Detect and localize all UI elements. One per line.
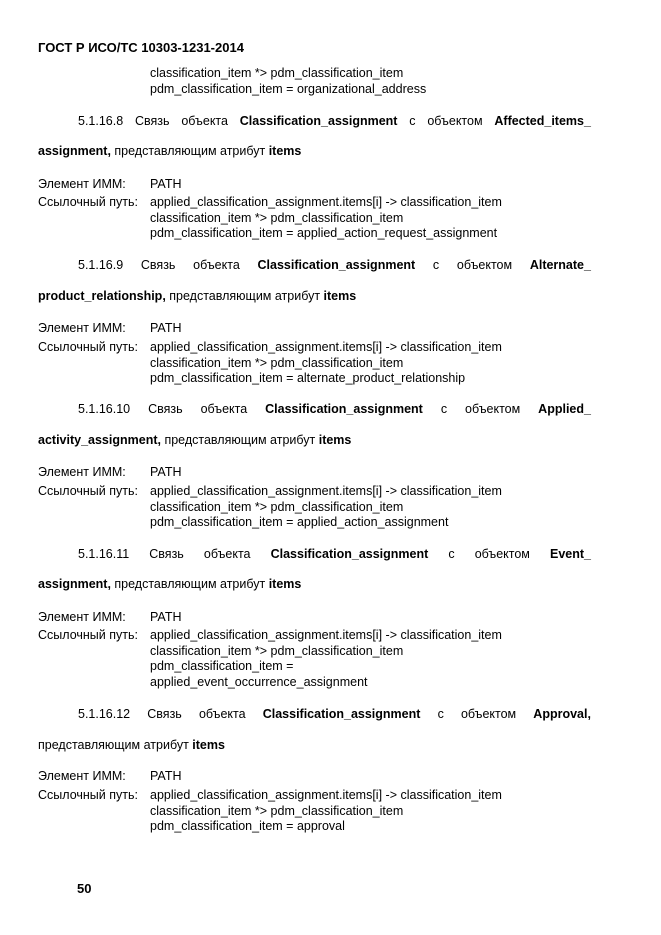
reference-path-label: Ссылочный путь: <box>38 628 138 642</box>
path-line: pdm_classification_item = approval <box>150 819 345 833</box>
path-line: applied_classification_assignment.items[i] -> classification_item <box>150 195 502 209</box>
target-entity: Event_ <box>549 547 591 561</box>
attribute-name: items <box>318 433 352 447</box>
path-line: classification_item *> pdm_classification_item <box>150 66 404 80</box>
element-label: Элемент ИММ: <box>38 321 126 335</box>
section-heading: 5.1.16.10 Связь объекта Classification_assignment с объектом Applied_ <box>78 402 591 416</box>
section-number: 5.1.16.10 <box>78 402 131 416</box>
section-heading-continuation: product_relationship, представляющим атрибут items <box>38 289 357 303</box>
path-line: classification_item *> pdm_classification_item <box>150 803 404 818</box>
page-number: 50 <box>77 881 92 896</box>
source-entity: Classification_assignment <box>265 402 423 416</box>
path-line: pdm_classification_item = applied_action_request_assignment <box>150 226 498 240</box>
target-entity: Applied_ <box>538 402 591 416</box>
reference-path-label: Ссылочный путь: <box>38 340 138 354</box>
source-entity: Classification_assignment <box>239 114 398 128</box>
attribute-name: items <box>268 144 302 158</box>
path-line: pdm_classification_item = alternate_product_relationship <box>150 371 466 385</box>
path-line: pdm_classification_item = <box>150 659 294 673</box>
path-line: pdm_classification_item = organizational_address <box>150 81 427 96</box>
section-heading: 5.1.16.9 Связь объекта Classification_assignment с объектом Alternate_ <box>78 258 591 272</box>
section-heading-continuation: activity_assignment, представляющим атрибут items <box>38 433 352 447</box>
path-line: classification_item *> pdm_classification_item <box>150 499 404 514</box>
element-label: Элемент ИММ: <box>38 465 126 479</box>
target-entity: Affected_items_ <box>494 114 591 128</box>
element-value: PATH <box>150 321 182 335</box>
path-line: classification_item *> pdm_classification_item <box>150 643 404 658</box>
element-label: Элемент ИММ: <box>38 769 126 783</box>
path-line: classification_item *> pdm_classification_item <box>150 210 404 225</box>
section-heading: 5.1.16.11 Связь объекта Classification_assignment с объектом Event_ <box>78 547 591 561</box>
section-number: 5.1.16.12 <box>78 707 131 721</box>
path-line: applied_classification_assignment.items[i] -> classification_item <box>150 340 502 354</box>
path-line: applied_classification_assignment.items[i] -> classification_item <box>150 788 502 802</box>
reference-path-label: Ссылочный путь: <box>38 484 138 498</box>
element-value: PATH <box>150 465 182 479</box>
source-entity: Classification_assignment <box>257 258 416 272</box>
path-line: applied_classification_assignment.items[i] -> classification_item <box>150 628 502 642</box>
path-line: pdm_classification_item = applied_action_assignment <box>150 515 449 529</box>
section-heading: 5.1.16.8 Связь объекта Classification_assignment с объектом Affected_items_ <box>78 114 591 128</box>
path-line: classification_item *> pdm_classification_item <box>150 355 404 370</box>
section-heading-continuation: представляющим атрибут items <box>38 738 225 752</box>
element-label: Элемент ИММ: <box>38 177 126 191</box>
path-line: applied_event_occurrence_assignment <box>150 674 368 689</box>
target-entity: Approval, <box>533 707 591 721</box>
source-entity: Classification_assignment <box>262 707 421 721</box>
reference-path-label: Ссылочный путь: <box>38 195 138 209</box>
element-label: Элемент ИММ: <box>38 610 126 624</box>
attribute-name: items <box>323 289 357 303</box>
reference-path-label: Ссылочный путь: <box>38 788 138 802</box>
document-header: ГОСТ Р ИСО/ТС 10303-1231-2014 <box>38 40 244 55</box>
section-heading: 5.1.16.12 Связь объекта Classification_assignment с объектом Approval, <box>78 707 591 721</box>
path-line: applied_classification_assignment.items[i] -> classification_item <box>150 484 502 498</box>
attribute-name: items <box>192 738 225 752</box>
section-heading-continuation: assignment, представляющим атрибут items <box>38 577 302 591</box>
section-number: 5.1.16.11 <box>78 547 130 561</box>
attribute-name: items <box>268 577 302 591</box>
continued-path-block <box>150 66 426 97</box>
section-heading-continuation: assignment, представляющим атрибут items <box>38 144 302 158</box>
element-value: PATH <box>150 769 182 783</box>
section-number: 5.1.16.8 <box>78 114 124 128</box>
section-number: 5.1.16.9 <box>78 258 124 272</box>
target-entity: Alternate_ <box>529 258 591 272</box>
element-value: PATH <box>150 610 182 624</box>
element-value: PATH <box>150 177 182 191</box>
source-entity: Classification_assignment <box>270 547 429 561</box>
